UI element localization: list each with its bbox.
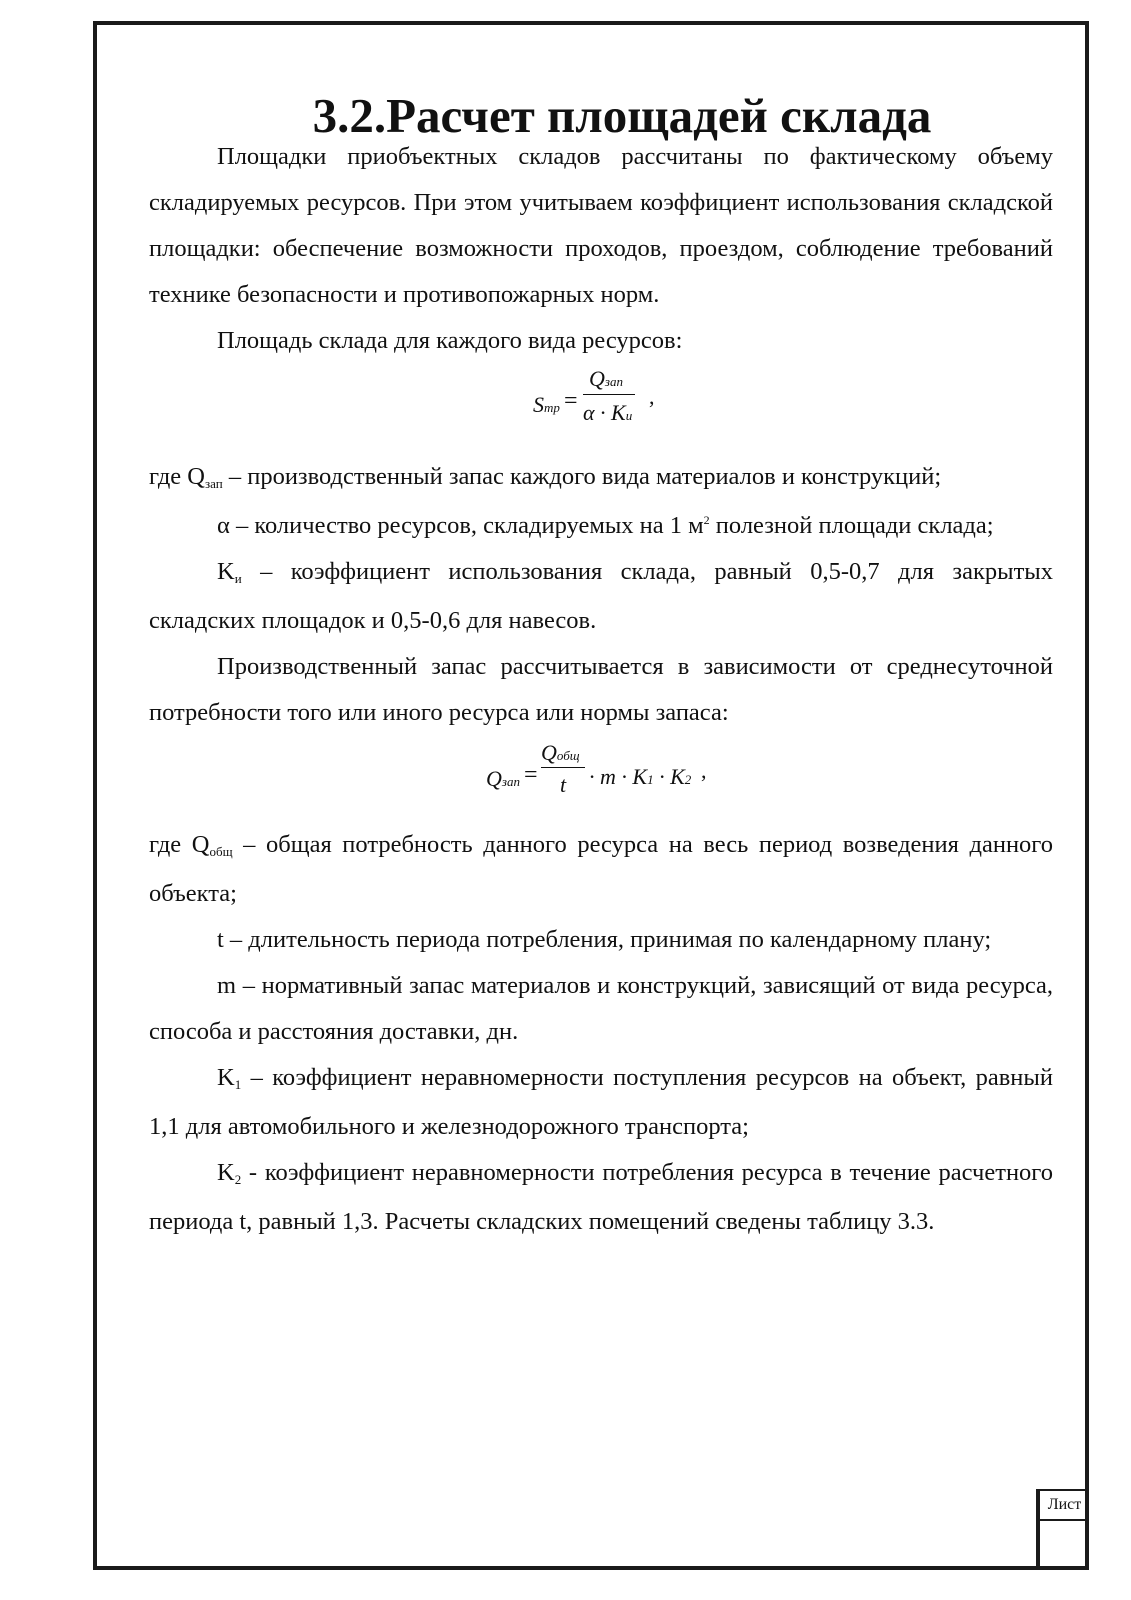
sheet-stamp (1036, 1491, 1089, 1570)
document-body (149, 88, 1053, 1245)
paragraph-alpha-def: α – количество ресурсов, складируемых на 1 $м^2$ полезной площади склада; (217, 512, 994, 539)
paragraph-k2-def: K2 - коэффициент неравномерности потребления ресурса в течение расчетного периода t, равный 1,3. Расчеты складских помещений сведены таблицу 3.3. (149, 1159, 1053, 1235)
formula2-rest-sub1: 1 (647, 772, 654, 787)
formula2-num: Q (541, 740, 557, 765)
formula-warehouse-area (149, 364, 1053, 454)
paragraph-qzap-def: где Qзап – производственный запас каждого вида материалов и конструкций; (149, 463, 942, 491)
formula1-comma: , (649, 384, 655, 409)
formula2-num-sub: общ (556, 748, 580, 763)
formula1-num-sub: зап (604, 374, 623, 389)
paragraph-m-def: m – нормативный запас материалов и конструкций, зависящий от вида ресурса, способа и расстояния доставки, дн. (149, 972, 1053, 1045)
formula2-lhs: Q (486, 766, 502, 791)
paragraph-intro: Площадки приобъектных складов рассчитаны по фактическому объему складируемых ресурсов. При этом учитываем коэффициент использования складской площадки: обеспечение возможности проходов, проездом, соблюдение требований технике безопасности и противопожарных норм. (149, 143, 1053, 308)
paragraph-area-formula-intro: Площадь склада для каждого вида ресурсов: (217, 327, 683, 354)
formula2-comma: , (701, 758, 707, 783)
formula2-rest-sub2: 2 (684, 772, 692, 787)
section-title: 3.2.Расчет площадей склада (312, 88, 932, 143)
formula2-fraction-bar (541, 767, 585, 768)
formula1-den: α · K (583, 400, 626, 425)
paragraph-stock-intro: Производственный запас рассчитывается в зависимости от среднесуточной потребности того или иного ресурса или нормы запаса: (149, 653, 1053, 726)
formula1-eq: = (564, 388, 578, 414)
formula1-lhs: S (533, 392, 544, 417)
paragraph-ki-def: Kи – коэффициент использования склада, равный 0,5-0,7 для закрытых складских площадок и 0,5-0,6 для навесов. (149, 558, 1053, 634)
formula2-lhs-sub: зап (501, 774, 520, 789)
paragraph-t-def: t – длительность периода потребления, принимая по календарному плану; (217, 926, 992, 953)
formula1-fraction-bar (583, 394, 635, 395)
formula2-rest: · m · K (589, 764, 648, 789)
formula2-rest-mid: · K (659, 764, 685, 789)
formula1-lhs-sub: тр (544, 400, 560, 415)
formula1-den-sub: и (625, 408, 633, 423)
paragraph-k1-def: K1 – коэффициент неравномерности поступления ресурсов на объект, равный 1,1 для автомобильного и железнодорожного транспорта; (149, 1064, 1053, 1140)
paragraph-qobsh-def: где Qобщ – общая потребность данного ресурса на весь период возведения данного объекта; (149, 831, 1053, 907)
formula2-den: t (560, 772, 567, 797)
formula-production-stock (149, 736, 1053, 822)
formula2-eq: = (524, 762, 538, 788)
formula1-num: Q (589, 366, 605, 391)
sheet-label: Лист (1040, 1491, 1089, 1521)
